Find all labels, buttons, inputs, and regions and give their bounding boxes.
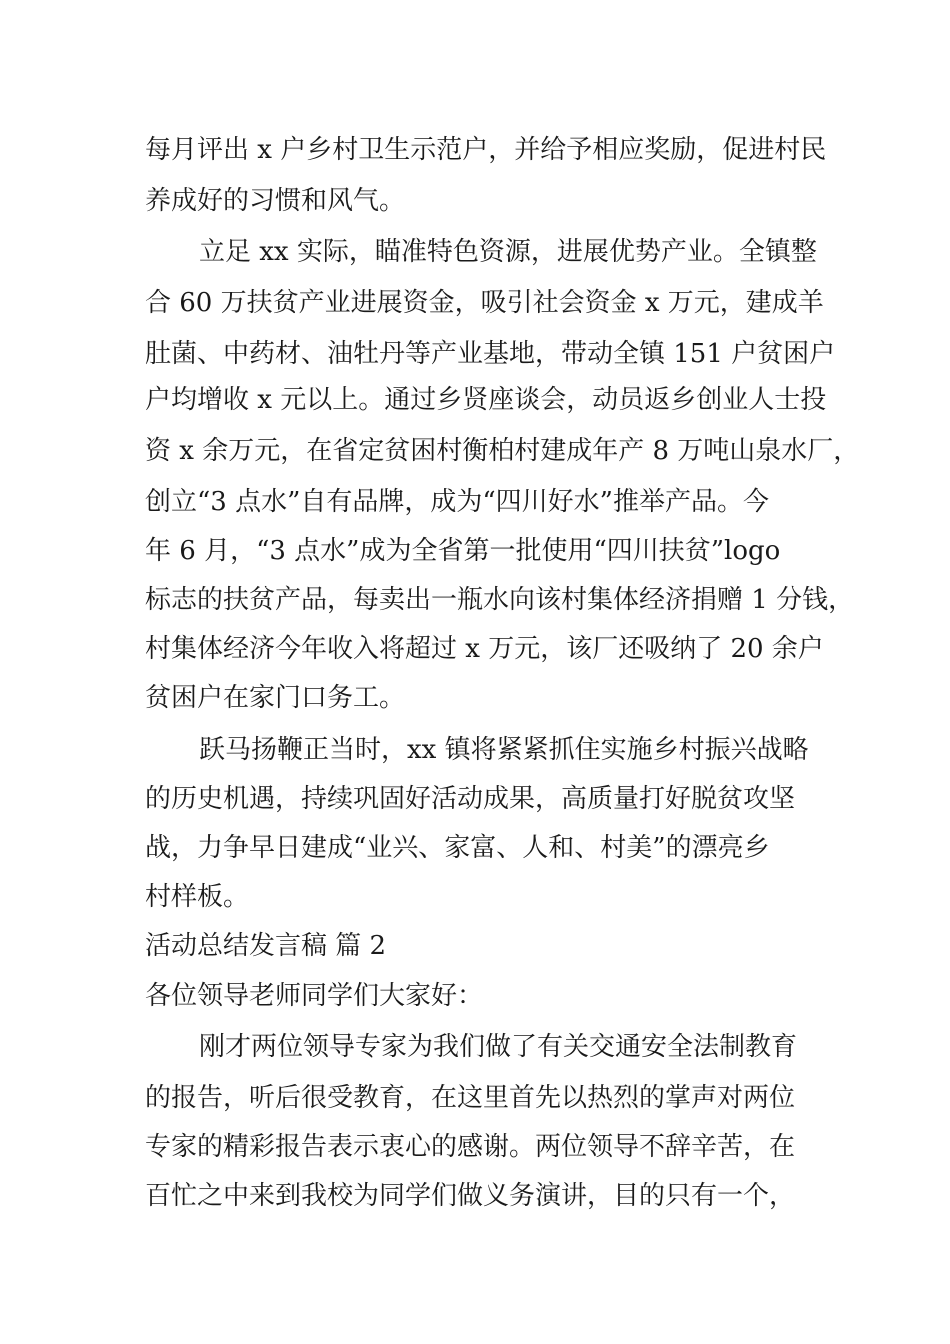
- paragraph-line: 年 6 月，“3 点水”成为全省第一批使用“四川扶贫”logo: [145, 536, 781, 566]
- paragraph-line: 资 x 余万元，在省定贫困村衡柏村建成年产 8 万吨山泉水厂，: [145, 436, 860, 466]
- paragraph-line: 专家的精彩报告表示衷心的感谢。两位领导不辞辛苦，在: [145, 1132, 796, 1162]
- paragraph-line: 跃马扬鞭正当时，xx 镇将紧紧抓住实施乡村振兴战略: [199, 735, 809, 765]
- paragraph-line: 养成好的习惯和风气。: [145, 186, 406, 216]
- paragraph-line: 户均增收 x 元以上。通过乡贤座谈会，动员返乡创业人士投: [145, 385, 827, 415]
- paragraph-line: 战，力争早日建成“业兴、家富、人和、村美”的漂亮乡: [145, 833, 770, 863]
- paragraph-line: 的历史机遇，持续巩固好活动成果，高质量打好脱贫攻坚: [145, 784, 796, 814]
- paragraph-line: 标志的扶贫产品，每卖出一瓶水向该村集体经济捐赠 1 分钱，: [145, 585, 855, 615]
- paragraph-line: 百忙之中来到我校为同学们做义务演讲，目的只有一个，: [145, 1181, 796, 1211]
- paragraph-line: 立足 xx 实际，瞄准特色资源，进展优势产业。全镇整: [199, 237, 817, 267]
- section-heading: 活动总结发言稿 篇 2: [145, 931, 387, 961]
- salutation: 各位领导老师同学们大家好：: [145, 981, 484, 1011]
- paragraph-line: 的报告，听后很受教育，在这里首先以热烈的掌声对两位: [145, 1083, 796, 1113]
- paragraph-line: 村集体经济今年收入将超过 x 万元，该厂还吸纳了 20 余户: [145, 634, 824, 664]
- paragraph-line: 合 60 万扶贫产业进展资金，吸引社会资金 x 万元，建成羊: [145, 288, 824, 318]
- paragraph-line: 创立“3 点水”自有品牌，成为“四川好水”推举产品。今: [145, 487, 769, 517]
- paragraph-line: 肚菌、中药材、油牡丹等产业基地，带动全镇 151 户贫困户: [145, 339, 836, 369]
- paragraph-line: 刚才两位领导专家为我们做了有关交通安全法制教育: [199, 1032, 798, 1062]
- paragraph-line: 贫困户在家门口务工。: [145, 683, 406, 713]
- paragraph-line: 村样板。: [145, 882, 250, 912]
- paragraph-line: 每月评出 x 户乡村卫生示范户，并给予相应奖励，促进村民: [145, 135, 827, 165]
